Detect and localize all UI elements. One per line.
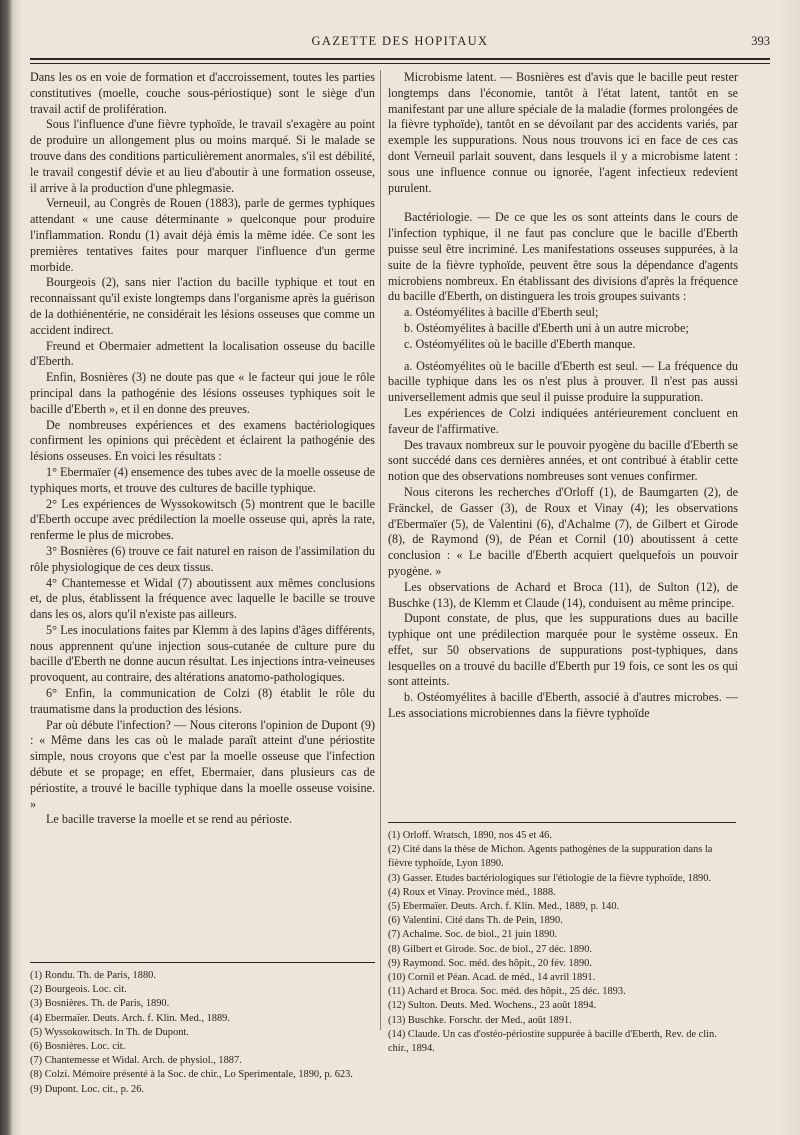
footnote: (10) Cornil et Péan. Acad. de méd., 14 avril 1891. [388, 972, 596, 984]
numbered-paragraph: 5° Les inoculations faites par Klemm à des lapins d'âges différents, nous apprennent qu'une injection sous-cutanée de culture pure du bacille d'Eberth ne donne aucun résultat. Les injections intra-veineuses provoquent, au contraire, des altérations anatomo-pathologiques. [30, 622, 375, 685]
running-header [30, 32, 770, 54]
numbered-paragraph: 2° Les expériences de Wyssokowitsch (5) montrent que le bacille d'Eberth occupe avec prédilection la moelle osseuse qui, après la rate, renferme le plus de microbes. [30, 496, 375, 543]
footnote: (9) Dupont. Loc. cit., p. 26. [30, 1083, 144, 1095]
header-rule-thin [30, 63, 770, 64]
paragraph: Bourgeois (2), sans nier l'action du bacille typhique et tout en reconnaissant qu'il existe longtemps dans l'organisme après la guérison de la dothiénentérie, ne considérait les lésions osseuses que comme un accident indirect. [30, 275, 375, 337]
footnote: (3) Gasser. Etudes bactériologiques sur l'étiologie de la fièvre typhoïde, 1890. [388, 872, 712, 884]
footnote: (11) Achard et Broca. Soc. méd. des hôpit., 25 déc. 1893. [388, 986, 626, 998]
footnote: (4) Ebermaïer. Deuts. Arch. f. Klin. Med., 1889. [30, 1012, 230, 1024]
paragraph: Sous l'influence d'une fièvre typhoïde, le travail s'exagère au point de produire un allongement plus ou moins marqué. Si le malade se trouve dans des conditions particulièrement anormales, s'il est débilité, le travail congestif dévie et au lieu d'aboutir à une formation osseuse, il arrive à la production d'une phlegmasie. [30, 117, 375, 195]
paragraph: Le bacille traverse la moelle et se rend au périoste. [46, 812, 293, 827]
footnote-separator [30, 962, 375, 963]
header-rule-thick [30, 58, 770, 60]
paragraph: Les observations de Achard et Broca (11), de Sulton (12), de Buschke (13), de Klemm et Claude (14), conduisent au même principe. [388, 579, 738, 610]
footnote: (1) Rondu. Th. de Paris, 1880. [30, 970, 156, 981]
paragraph: a. Ostéomyélites où le bacille d'Eberth est seul. — La fréquence du bacille typhique dans les os n'est plus à prouver. Il n'est pas aussi universellement admis que seul il puisse produire la suppuration. [388, 358, 738, 405]
footnote: (4) Roux et Vinay. Province méd., 1888. [388, 886, 556, 898]
footnote: (6) Bosnières. Loc. cit. [30, 1041, 126, 1053]
footnote: (5) Ebermaïer. Deuts. Arch. f. Klin. Med., 1889, p. 140. [388, 901, 620, 913]
footnote-separator [388, 822, 736, 823]
footnote: (8) Colzi. Mémoire présenté à la Soc. de chir., Lo Sperimentale, 1890, p. 623. [30, 1069, 353, 1081]
paragraph-bacteriologie: Bactériologie. — De ce que les os sont atteints dans le cours de l'infection typhique, il ne faut pas conclure que le bacille d'Eberth puisse seul être incriminé. Les manifestations osseuses suppurées, à la suite de la fièvre typhoïde, peuvent être sous la dépendance d'agents microbiens nombreux. En établissant des divisions d'après la fréquence du bacille d'Eberth, on distinguera les trois groupes suivants : [388, 210, 738, 304]
footnote: (8) Gilbert et Girode. Soc. de biol., 27 déc. 1890. [388, 943, 593, 955]
journal-title: GAZETTE DES HOPITAUX [311, 34, 489, 48]
column-divider [380, 70, 381, 1030]
footnote: (3) Bosnières. Th. de Paris, 1890. [30, 998, 170, 1010]
footnote: (2) Bourgeois. Loc. cit. [30, 984, 127, 996]
footnote: (13) Buschke. Forschr. der Med., août 1891. [388, 1014, 572, 1026]
paragraph: Par où débute l'infection? — Nous citerons l'opinion de Dupont (9) : « Même dans les cas où le malade paraît atteint d'une périostite simple, nous croyons que c'est par la moelle osseuse que l'infection débute et se propage; en effet, Ebermaier, dans plusieurs cas de périostite, a trouvé le bacille typhique dans la moelle osseuse voisine. » [30, 717, 375, 811]
paragraph: Verneuil, au Congrès de Rouen (1883), parle de germes typhiques attendant « une cause déterminante » quelconque pour produire l'inflammation. Rondu (1) avait déjà émis la même idée. Ce sont les premières tentatives faites pour marquer l'influence d'un germe morbide. [30, 196, 375, 274]
footnote: (5) Wyssokowitsch. In Th. de Dupont. [30, 1026, 189, 1038]
paragraph: Enfin, Bosnières (3) ne doute pas que « le facteur qui joue le rôle principal dans la pathogénie des lésions osseuses typhiques soit le bacille d'Eberth », et il en donne des preuves. [30, 370, 375, 416]
numbered-paragraph: 1° Ebermaïer (4) ensemence des tubes avec de la moelle osseuse de typhiques morts, et trouve des cultures de bacille typhique. [30, 464, 375, 495]
groups-list [388, 305, 738, 352]
left-column [30, 70, 375, 828]
paragraph: Dans les os en voie de formation et d'accroissement, toutes les parties constitutives (moelle, couche sous-périostique) sont le siège d'un travail actif de prolifération. [30, 70, 375, 116]
paragraph: b. Ostéomyélites à bacille d'Eberth, associé à d'autres microbes. — Les associations microbiennes dans la fièvre typhoïde [388, 690, 738, 721]
left-footnotes [30, 962, 375, 1097]
list-item: a. Ostéomyélites à bacille d'Eberth seul; [404, 305, 599, 320]
footnote: (7) Achalme. Soc. de biol., 21 juin 1890. [388, 929, 558, 941]
list-item: c. Ostéomyélites où le bacille d'Eberth manque. [404, 336, 636, 351]
footnote: (9) Raymond. Soc. méd. des hôpit., 20 fév. 1890. [388, 957, 592, 969]
list-item: b. Ostéomyélites à bacille d'Eberth uni à un autre microbe; [404, 320, 689, 335]
right-footnotes [388, 822, 738, 1056]
page-number: 393 [751, 34, 770, 48]
numbered-paragraph: 6° Enfin, la communication de Colzi (8) établit le rôle du traumatisme dans la production des lésions. [30, 686, 375, 716]
paragraph: Des travaux nombreux sur le pouvoir pyogène du bacille d'Eberth se sont succédé dans ces dernières années, et ont contribué à établir cette notion que des observations nombreuses sont venues confirmer. [388, 437, 738, 484]
footnote: (7) Chantemesse et Widal. Arch. de physiol., 1887. [30, 1055, 242, 1067]
footnote: (14) Claude. Un cas d'ostéo-périostite suppurée à bacille d'Eberth, Rev. de clin. chir., 1894. [388, 1028, 717, 1055]
footnote: (1) Orloff. Wratsch, 1890, nos 45 et 46. [388, 830, 552, 841]
numbered-paragraph: 3° Bosnières (6) trouve ce fait naturel en raison de l'assimilation du rôle physiologique de ces deux tissus. [30, 543, 375, 574]
footnote: (6) Valentini. Cité dans Th. de Pein, 1890. [388, 915, 563, 927]
paragraph-microbisme-latent: Microbisme latent. — Bosnières est d'avis que le bacille peut rester longtemps dans l'économie, tantôt à l'état latent, tantôt en se manifestant par une allure spéciale de la maladie (formes prolongées de la fièvre typhoïde), tantôt en se dévoilant par des accidents variés, par exemple les suppurations. Nous nous trouvons ici en face de ces cas dont Verneuil parlait souvent, dans lesquels il y a microbisme latent : sous une influence connue ou ignorée, l'agent infectieux redevient purulent. [388, 70, 738, 195]
paragraph: Les expériences de Colzi indiquées antérieurement concluent en faveur de l'affirmative. [388, 405, 738, 436]
numbered-paragraph: 4° Chantemesse et Widal (7) aboutissent aux mêmes conclusions et, de plus, établissent la fréquence avec laquelle le bacille se trouve dans les os, alors qu'il n'existe pas ailleurs. [30, 575, 375, 622]
paragraph: De nombreuses expériences et des examens bactériologiques confirment les opinions qui précèdent et éclairent la pathogénie des lésions osseuses. En voici les résultats : [30, 417, 375, 464]
right-column [388, 70, 738, 722]
footnote: (2) Cité dans la thèse de Michon. Agents pathogènes de la suppuration dans la fièvre typhoïde, Lyon 1890. [388, 844, 713, 870]
footnote: (12) Sulton. Deuts. Med. Wochens., 23 août 1894. [388, 1000, 597, 1012]
paragraph: Freund et Obermaier admettent la localisation osseuse du bacille d'Eberth. [30, 338, 375, 369]
paragraph: Dupont constate, de plus, que les suppurations dues au bacille typhique ont une prédilection marquée pour le système osseux. En effet, sur 50 observations de suppurations post-typhiques, dans lesquelles on a trouvé du bacille d'Eberth pur 19 fois, ce sont les os qui sont atteints. [388, 611, 738, 689]
paragraph: Nous citerons les recherches d'Orloff (1), de Baumgarten (2), de Fränckel, de Gasser (3), de Roux et Vinay (4); les observations d'Ebermaïer (5), de Valentini (6), d'Achalme (7), de Gilbert et Girode (8), de Raymond (9), de Péan et Cornil (10) aboutissent à cette conclusion : « Le bacille d'Eberth acquiert quelquefois un pouvoir pyogène. » [388, 484, 738, 578]
